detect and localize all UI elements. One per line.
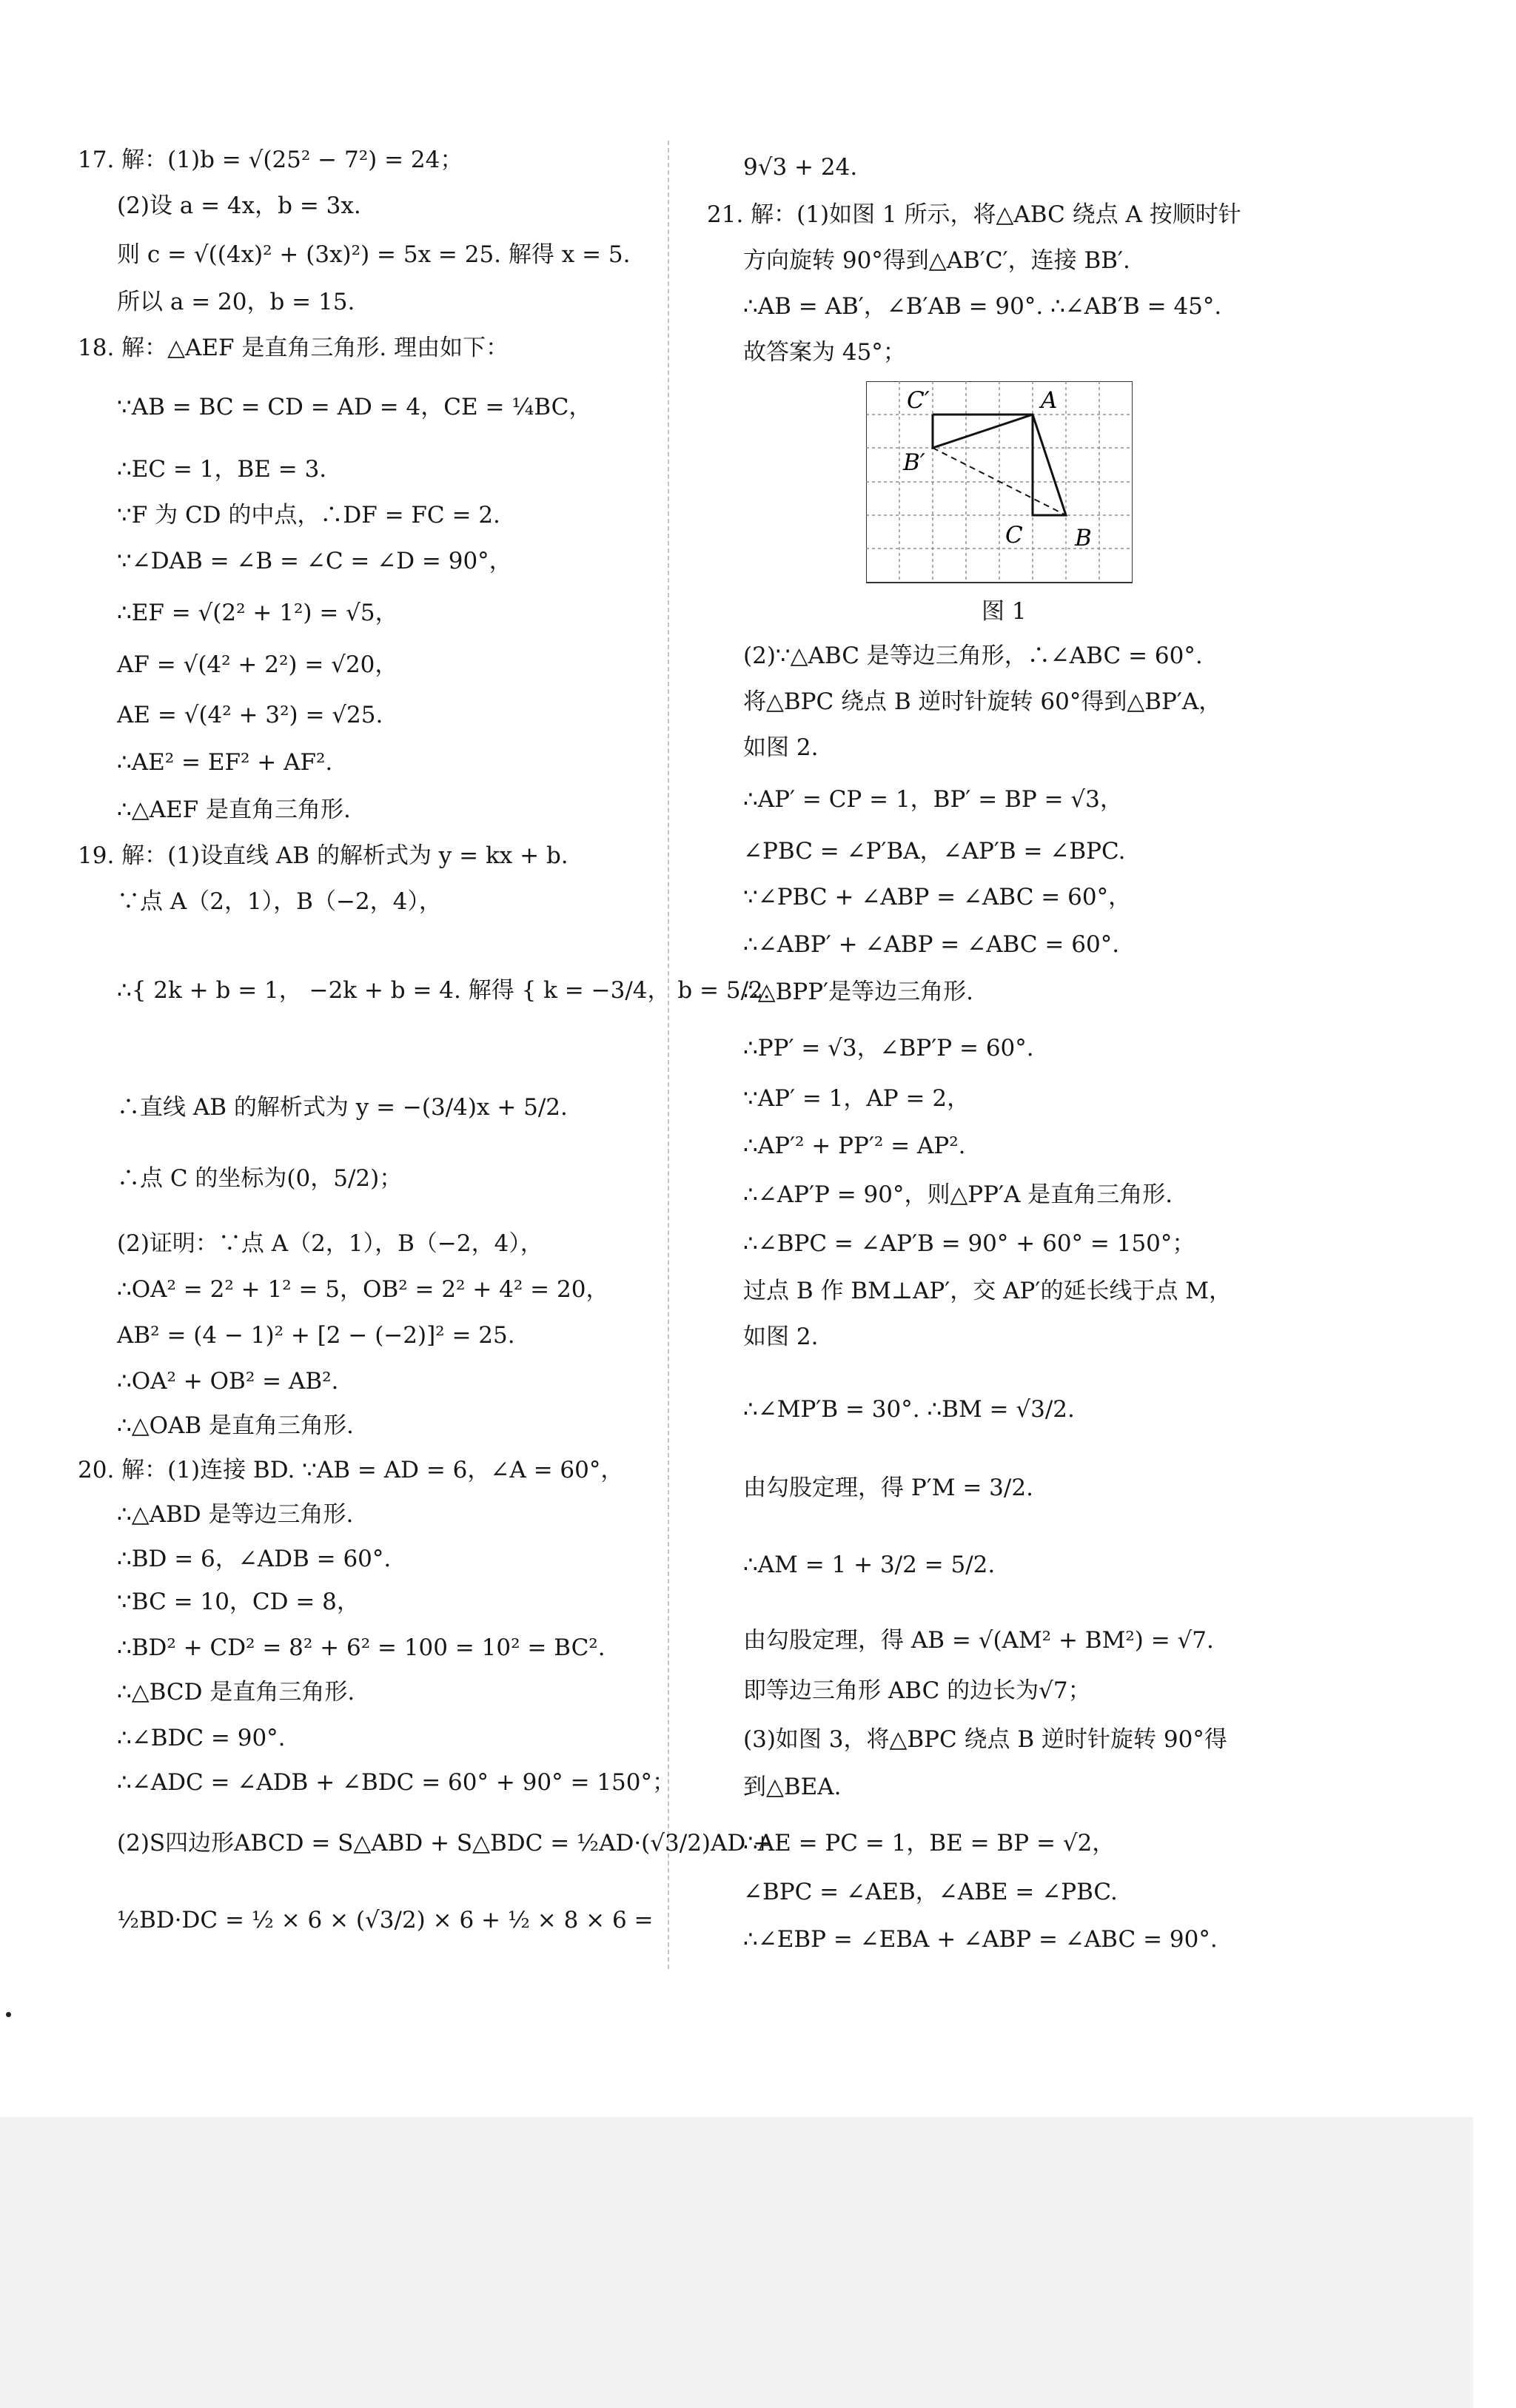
q20-line-6: ∴△BCD 是直角三角形.: [117, 1679, 355, 1706]
q18-line-2: ∵AB = BC = CD = AD = 4，CE = ¼BC，: [117, 394, 592, 420]
q21-2-line-18: ∴AM = 1 + 3/2 = 5/2.: [743, 1552, 996, 1578]
q21-2-line-7: ∴∠ABP′ + ∠ABP = ∠ABC = 60°.: [743, 931, 1120, 958]
q20-result: 9√3 + 24.: [743, 154, 858, 181]
q21-2-line-1: (2)∵△ABC 是等边三角形，∴∠ABC = 60°.: [743, 643, 1203, 669]
q21-3-line-2: 到△BEA.: [743, 1774, 842, 1800]
q18-line-6: ∴EF = √(2² + 1²) = √5，: [117, 600, 398, 626]
q18-line-10: ∴△AEF 是直角三角形.: [117, 796, 351, 823]
q18-line-3: ∴EC = 1，BE = 3.: [117, 456, 327, 483]
q21-line-3: ∴AB = AB′，∠B′AB = 90°. ∴∠AB′B = 45°.: [743, 293, 1222, 320]
q21-2-line-20: 即等边三角形 ABC 的边长为√7；: [743, 1677, 1091, 1704]
q19-line-9: ∴OA² + OB² = AB².: [117, 1368, 339, 1395]
q18-line-7: AF = √(4² + 2²) = √20，: [117, 651, 398, 678]
q18-line-9: ∴AE² = EF² + AF².: [117, 749, 333, 776]
q21-line-1: 21. 解：(1)如图 1 所示，将△ABC 绕点 A 按顺时针: [707, 201, 1241, 228]
label-b-prime: B′: [903, 449, 925, 476]
q21-3-line-1: (3)如图 3，将△BPC 绕点 B 逆时针旋转 90°得: [743, 1726, 1227, 1753]
q20-line-2: ∴△ABD 是等边三角形.: [117, 1501, 354, 1528]
label-c-prime: C′: [907, 387, 930, 414]
q21-2-line-17: 由勾股定理，得 P′M = 3/2.: [743, 1475, 1033, 1501]
q19-line-5: ∴点 C 的坐标为(0，5/2)；: [117, 1165, 403, 1192]
q17-line-4: 所以 a = 20，b = 15.: [117, 289, 355, 315]
q21-2-line-10: ∵AP′ = 1，AP = 2，: [743, 1085, 970, 1112]
q17-line-2: (2)设 a = 4x，b = 3x.: [117, 192, 361, 219]
q20-line-1: 20. 解：(1)连接 BD. ∵AB = AD = 6，∠A = 60°，: [78, 1457, 624, 1483]
q21-2-line-5: ∠PBC = ∠P′BA，∠AP′B = ∠BPC.: [743, 838, 1126, 865]
q21-2-line-12: ∴∠AP′P = 90°，则△PP′A 是直角三角形.: [743, 1181, 1173, 1208]
q21-3-line-5: ∴∠EBP = ∠EBA + ∠ABP = ∠ABC = 90°.: [743, 1926, 1218, 1953]
q21-2-line-14: 过点 B 作 BM⊥AP′，交 AP′的延长线于点 M，: [743, 1278, 1232, 1304]
q21-2-line-2: 将△BPC 绕点 B 逆时针旋转 60°得到△BP′A，: [743, 688, 1222, 715]
label-a: A: [1041, 387, 1058, 414]
figure-1-grid: [866, 381, 1133, 588]
q19-line-1: 19. 解：(1)设直线 AB 的解析式为 y = kx + b.: [78, 842, 568, 869]
q21-2-line-13: ∴∠BPC = ∠AP′B = 90° + 60° = 150°；: [743, 1230, 1195, 1257]
q19-line-10: ∴△OAB 是直角三角形.: [117, 1412, 354, 1439]
q21-3-line-4: ∠BPC = ∠AEB，∠ABE = ∠PBC.: [743, 1879, 1118, 1905]
q21-2-line-9: ∴PP′ = √3，∠BP′P = 60°.: [743, 1035, 1034, 1062]
q19-line-2: ∵点 A（2，1），B（−2，4），: [117, 888, 442, 915]
q19-system: ∴{ 2k + b = 1， −2k + b = 4. 解得 { k = −3/4， b = 5/2.: [117, 977, 771, 1004]
q20-line-3: ∴BD = 6，∠ADB = 60°.: [117, 1546, 392, 1572]
scan-speck: [6, 2012, 11, 2017]
q19-line-8: AB² = (4 − 1)² + [2 − (−2)]² = 25.: [117, 1322, 515, 1349]
q17-line-1: 17. 解：(1)b = √(25² − 7²) = 24；: [78, 147, 463, 173]
column-divider: [668, 141, 669, 1969]
q20-line-4: ∵BC = 10，CD = 8，: [117, 1589, 360, 1615]
q20-line-7: ∴∠BDC = 90°.: [117, 1725, 286, 1751]
q20-line-10: ½BD·DC = ½ × 6 × (√3/2) × 6 + ½ × 8 × 6 =: [117, 1907, 654, 1934]
q18-line-1: 18. 解：△AEF 是直角三角形. 理由如下：: [78, 335, 509, 361]
q21-2-line-3: 如图 2.: [743, 734, 819, 761]
q20-line-5: ∴BD² + CD² = 8² + 6² = 100 = 10² = BC².: [117, 1634, 606, 1661]
q21-2-line-19: 由勾股定理，得 AB = √(AM² + BM²) = √7.: [743, 1627, 1214, 1654]
q18-line-4: ∵F 为 CD 的中点，∴DF = FC = 2.: [117, 502, 500, 529]
q21-2-line-4: ∴AP′ = CP = 1，BP′ = BP = √3，: [743, 786, 1123, 813]
label-b: B: [1075, 525, 1092, 551]
q21-line-4: 故答案为 45°；: [743, 339, 906, 366]
q21-line-2: 方向旋转 90°得到△AB′C′，连接 BB′.: [743, 247, 1130, 274]
q21-2-line-6: ∵∠PBC + ∠ABP = ∠ABC = 60°，: [743, 884, 1132, 910]
figure-1-caption: 图 1: [982, 598, 1027, 625]
q21-3-line-3: ∴AE = PC = 1，BE = BP = √2，: [743, 1830, 1116, 1857]
q18-line-5: ∵∠DAB = ∠B = ∠C = ∠D = 90°，: [117, 548, 512, 574]
q17-line-3: 则 c = √((4x)² + (3x)²) = 5x = 25. 解得 x = 5.: [117, 241, 631, 268]
q18-line-8: AE = √(4² + 3²) = √25.: [117, 702, 383, 728]
q21-2-line-15: 如图 2.: [743, 1324, 819, 1350]
q20-line-9: (2)S四边形ABCD = S△ABD + S△BDC = ½AD·(√3/2)AD +: [117, 1830, 773, 1857]
q21-2-line-11: ∴AP′² + PP′² = AP².: [743, 1133, 966, 1159]
scan-bottom-margin: [0, 2117, 1473, 2408]
q19-line-4: ∴直线 AB 的解析式为 y = −(3/4)x + 5/2.: [117, 1094, 568, 1121]
q19-line-6: (2)证明：∵点 A（2，1），B（−2，4），: [117, 1230, 543, 1257]
q21-2-line-8: ∴△BPP′是等边三角形.: [743, 979, 973, 1005]
q21-2-line-16: ∴∠MP′B = 30°. ∴BM = √3/2.: [743, 1396, 1075, 1423]
label-c: C: [1005, 522, 1023, 549]
q19-line-7: ∴OA² = 2² + 1² = 5，OB² = 2² + 4² = 20，: [117, 1276, 609, 1303]
q20-line-8: ∴∠ADC = ∠ADB + ∠BDC = 60° + 90° = 150°；: [117, 1769, 675, 1796]
